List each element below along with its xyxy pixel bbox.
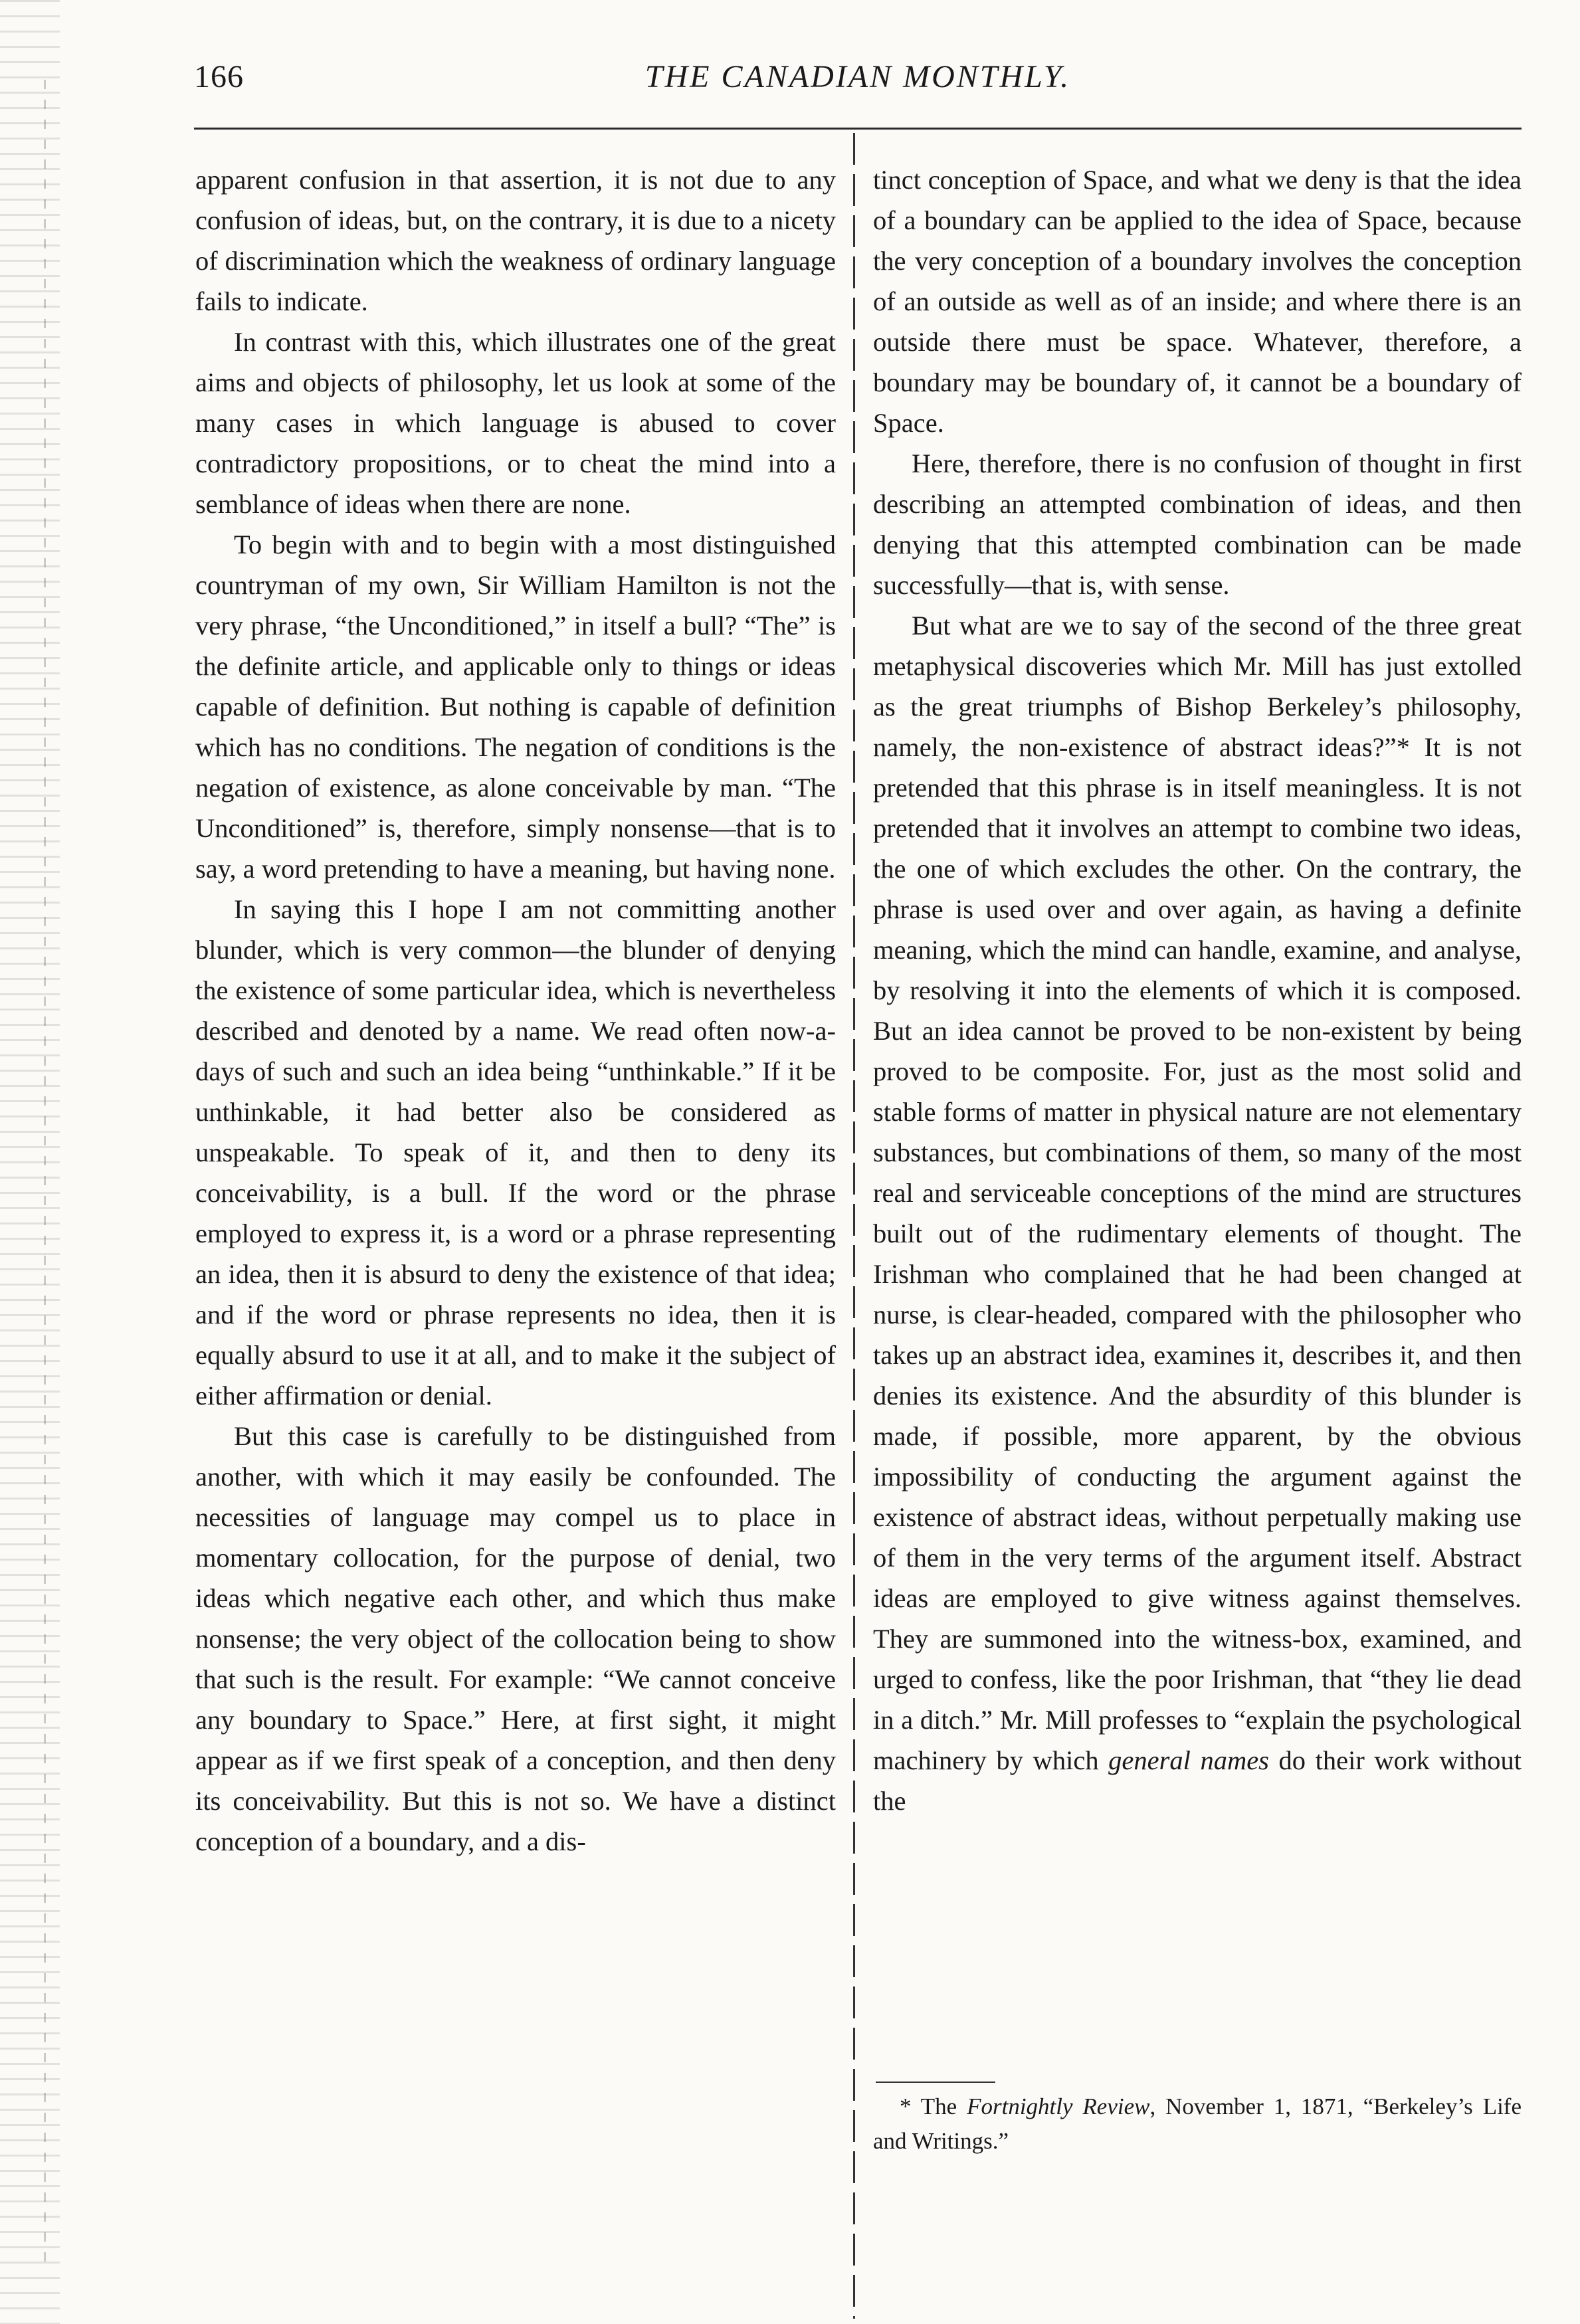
footnote-journal: Fortnightly Review bbox=[967, 2093, 1150, 2119]
paragraph: Here, therefore, there is no confusion of thought in first describing an attempted combination of ideas, and then denying that this attempted combination can be made successfully—that is, with sense. bbox=[873, 448, 1522, 600]
paragraph: In contrast with this, which illustrates one of the great aims and objects of philosophy, let us look at some of the many cases in which language is abused to cover contradictory propositions, or to cheat the mind into a semblance of ideas when there are none. bbox=[195, 327, 836, 519]
paragraph-tail: do their work without the bbox=[873, 1745, 1522, 1816]
running-title: THE CANADIAN MONTHLY. bbox=[644, 59, 1071, 94]
left-column bbox=[195, 159, 836, 1862]
paragraph: To begin with and to begin with a most distinguished countryman of my own, Sir William Hamilton is not the very phrase, “the Unconditioned,” in itself a bull? “The” is the definite article, and applicable only to things or ideas capable of definition. But nothing is capable of definition which has no conditions. The negation of conditions is the negation of existence, as alone conceivable by man. “The Unconditioned” is, therefore, simply nonsense—that is to say, a word pretending to have a meaning, but having none. bbox=[195, 530, 836, 884]
column-divider bbox=[853, 133, 855, 2319]
paragraph-text: But what are we to say of the second of the three great metaphysical discoveries which Mr. Mill has just extolled as the great triumphs of Bishop Berkeley’s philosophy, namely, the non-existence of abstract ideas?”* It is not pretended that this phrase is in itself meaningless. It is not pretended that it involves an attempt to combine two ideas, the one of which excludes the other. On the contrary, the phrase is used over and over again, as having a definite meaning, which the mind can handle, examine, and analyse, by resolving it into the elements of which it is composed. But an idea cannot be proved to be non-existent by being proved to be composite. For, just as the most solid and stable forms of matter in physical nature are not elementary substances, but combinations of them, so many of the most real and serviceable conceptions of the mind are structures built out of the rudimentary elements of thought. The Irishman who complained that he had been changed at nurse, is clear-headed, compared with the philosopher who takes up an abstract idea, examines it, describes it, and then denies its existence. And the absurdity of this blunder is made, if possible, more apparent, by the obvious impossibility of conducting the argument against the existence of abstract ideas, without perpetually making use of them in the very terms of the argument itself. Abstract ideas are employed to give witness against themselves. They are summoned into the witness-box, examined, and urged to confess, like the poor Irishman, that “they lie dead in a ditch.” Mr. Mill professes to “explain the psychological machinery by which bbox=[873, 611, 1522, 1775]
footnote-rule bbox=[876, 2082, 995, 2083]
italic-phrase: general names bbox=[1108, 1745, 1269, 1775]
paragraph-with-tail bbox=[873, 605, 1522, 1821]
paragraph: tinct conception of Space, and what we deny is that the idea of a boundary can be applied to the idea of Space, because the very conception of a boundary involves the conception of an outside as well as of an inside; and where there is an outside there must be space. Whatever, therefore, a boundary may be boundary of, it cannot be a boundary of Space. bbox=[873, 165, 1522, 438]
paragraph: But this case is carefully to be distinguished from another, with which it may easily be confounded. The necessities of language may compel us to place in momentary collocation, for the purpose of denial, two ideas which negative each other, and which thus make nonsense; the very object of the collocation being to show that such is the result. For example: “We cannot conceive any boundary to Space.” Here, at first sight, it might appear as if we first speak of a conception, and then deny its conceivability. But this is not so. We have a distinct conception of a boundary, and a dis- bbox=[195, 1421, 836, 1856]
page-number: 166 bbox=[194, 59, 244, 94]
footnote-text: , November 1, 1871, “Berkeley’s Life and Writings.” bbox=[873, 2093, 1522, 2154]
footnote-marker: * The bbox=[900, 2093, 967, 2119]
page-header bbox=[194, 58, 1522, 118]
footnote bbox=[873, 2089, 1522, 2159]
paragraph: apparent confusion in that assertion, it is not due to any confusion of ideas, but, on the contrary, it is due to a nicety of discrimination which the weakness of ordinary language fails to indicate. bbox=[195, 165, 836, 316]
paragraph: In saying this I hope I am not committing another blunder, which is very common—the blunder of denying the existence of some particular idea, which is nevertheless described and denoted by a name. We read often now-a-days of such and such an idea being “unthinkable.” If it be unthinkable, it had better also be considered as unspeakable. To speak of it, and then to deny its conceivability, is a bull. If the word or the phrase employed to express it, is a word or a phrase representing an idea, then it is absurd to deny the existence of that idea; and if the word or phrase represents no idea, then it is equally absurd to use it at all, and to make it the subject of either affirmation or denial. bbox=[195, 894, 836, 1410]
scan-gutter-marks bbox=[0, 0, 60, 2324]
right-column bbox=[873, 159, 1522, 1821]
header-rule bbox=[194, 128, 1522, 130]
